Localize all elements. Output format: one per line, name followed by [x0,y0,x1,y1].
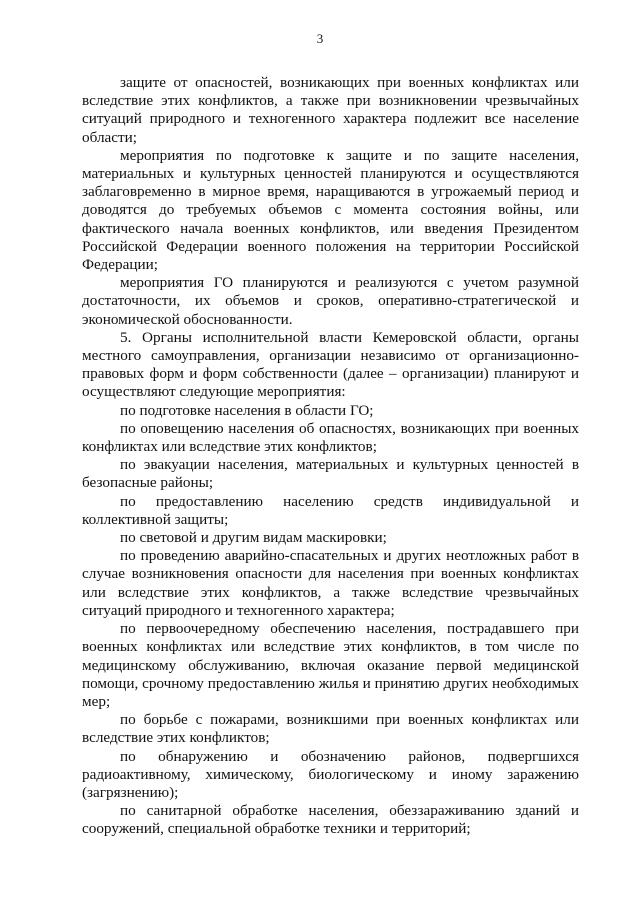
paragraph-5: по подготовке населения в области ГО; [120,401,374,419]
paragraph-10: по проведению аварийно-спасательных и других неотложных работ в случае возникновения опасности для населения при военных конфликтах или вследствие этих конфликтов, а также вследствие чрезвычайных ситуаций природного и техногенного характера; [82,547,579,619]
paragraph-7: по эвакуации населения, материальных и культурных ценностей в безопасные районы; [82,456,579,492]
paragraph-14: по санитарной обработке населения, обеззараживанию зданий и сооружений, специальной обработке техники и территорий; [82,802,579,838]
paragraph-6: по оповещению населения об опасностях, возникающих при военных конфликтах или вследствие этих конфликтов; [82,419,579,456]
paragraph-8: по предоставлению населению средств индивидуальной и коллективной защиты; [82,492,579,528]
paragraph-3: мероприятия ГО планируются и реализуются с учетом разумной достаточности, их объемов и сроков, оперативно-стратегической и экономической обоснованности. [82,274,579,328]
paragraph-2: мероприятия по подготовке к защите и по защите населения, материальных и культурных ценностей планируются и осуществляются заблаговременно в мирное время, наращиваются в угрожаемый период и доводятся до требуемых объемов с момента состояния войны, или фактического начала военных конфликтов, или введения Президентом Российской Федерации военного положения на территории Российской Федерации; [82,146,579,274]
page-number: 3 [316,31,324,46]
paragraph-4: 5. Органы исполнительной власти Кемеровской области, органы местного самоуправления, организации независимо от организационно-правовых форм и форм собственности (далее – организации) планируют и осуществляют следующие мероприятия: [82,328,579,401]
document-body [82,74,579,839]
paragraph-9: по световой и другим видам маскировки; [120,529,387,547]
paragraph-11: по первоочередному обеспечению населения, пострадавшего при военных конфликтах или вследствие этих конфликтов, в том числе по медицинскому обслуживанию, включая оказание первой медицинской помощи, срочному предоставлению жилья и принятию других необходимых мер; [82,620,579,710]
paragraph-1: защите от опасностей, возникающих при военных конфликтах или вследствие этих конфликтов, а также при возникновении чрезвычайных ситуаций природного и техногенного характера подлежит все население области; [82,74,579,146]
paragraph-13: по обнаружению и обозначению районов, подвергшихся радиоактивному, химическому, биологическому и иному заражению (загрязнению); [82,747,579,801]
paragraph-12: по борьбе с пожарами, возникшими при военных конфликтах или вследствие этих конфликтов; [82,711,579,747]
